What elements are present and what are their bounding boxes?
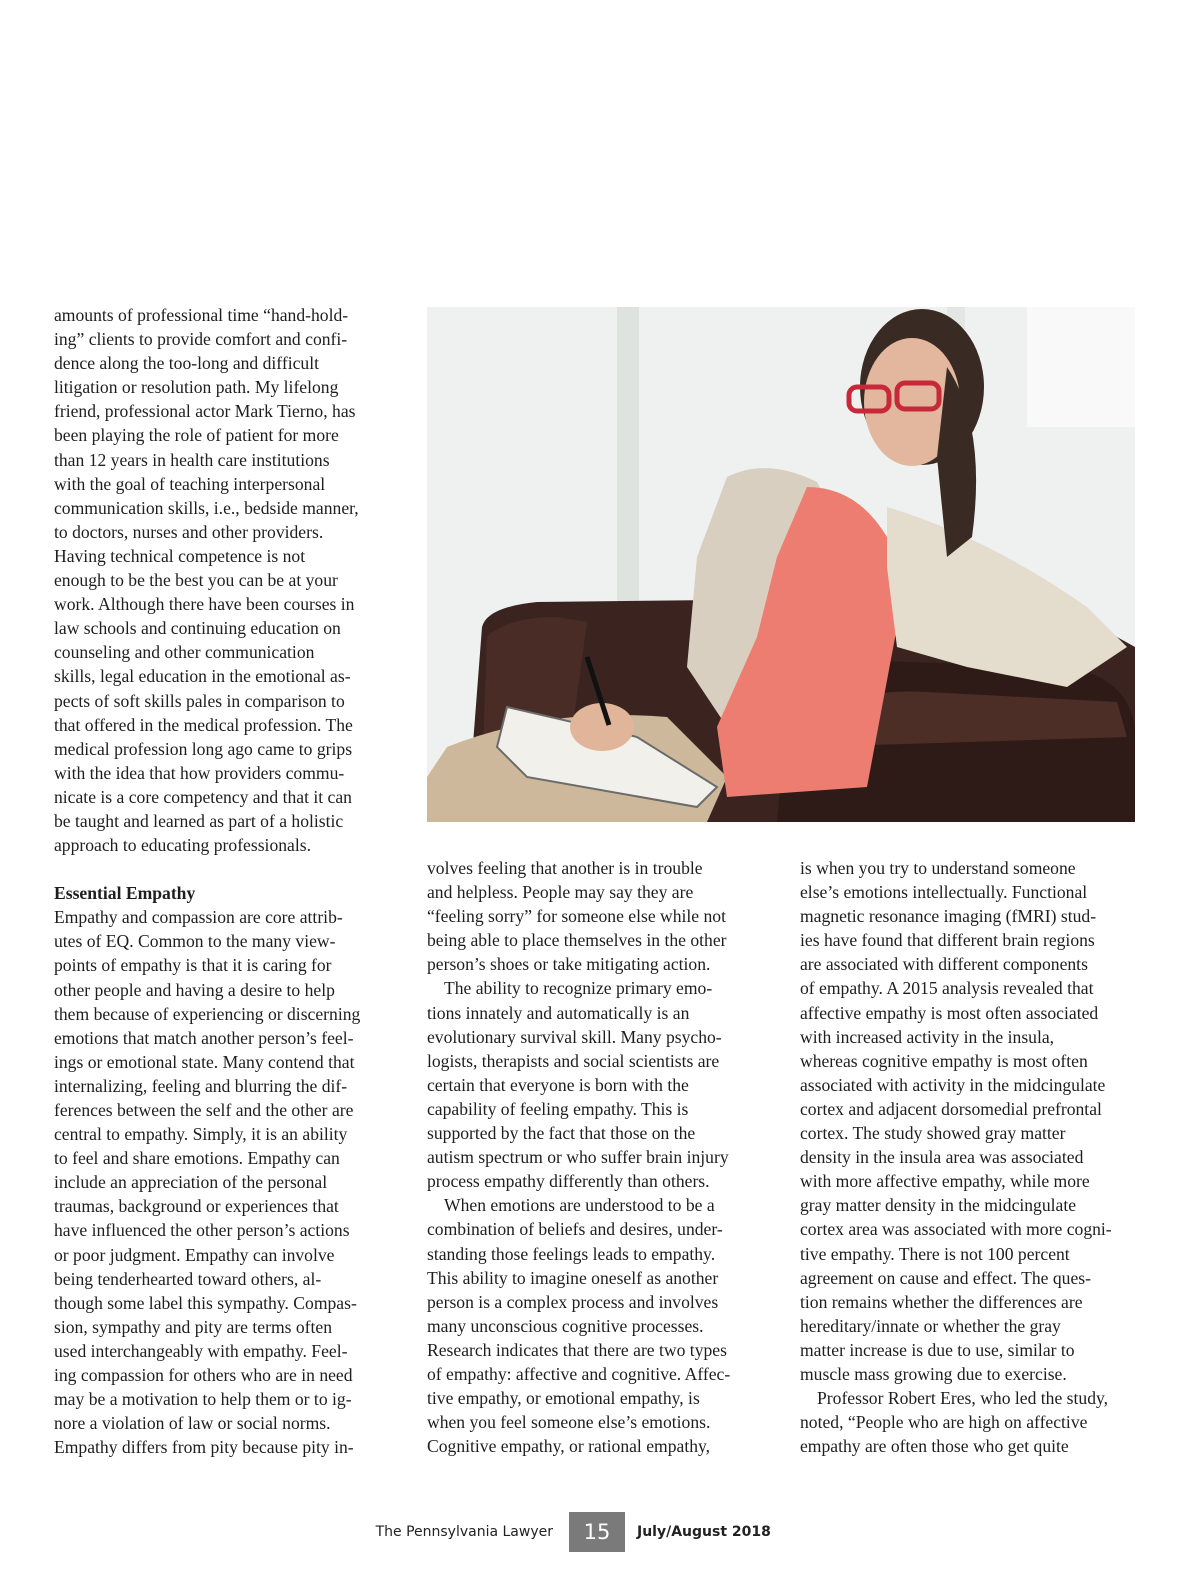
text-line: and helpless. People may say they are [427, 882, 694, 903]
text-line: internalizing, feeling and blurring the dif- [54, 1075, 348, 1096]
text-line: process empathy differently than others. [427, 1171, 710, 1192]
text-line: nicate is a core competency and that it can [54, 786, 352, 807]
text-line: to feel and share emotions. Empathy can [54, 1148, 340, 1169]
text-line: used interchangeably with empathy. Feel- [54, 1340, 348, 1361]
text-line: communication skills, i.e., bedside manner, [54, 497, 359, 518]
article-column-3 [800, 856, 1140, 1458]
text-line: that offered in the medical profession. The [54, 714, 353, 735]
text-line: emotions that match another person’s feel- [54, 1027, 354, 1048]
text-line: logists, therapists and social scientists are [427, 1050, 720, 1071]
text-line: central to empathy. Simply, it is an ability [54, 1124, 348, 1145]
page-footer [0, 1512, 1200, 1552]
text-line: Cognitive empathy, or rational empathy, [427, 1436, 711, 1457]
text-line: work. Although there have been courses in [54, 594, 355, 615]
text-line: ies have found that different brain regions [800, 930, 1095, 951]
text-line: tive empathy. There is not 100 percent [800, 1243, 1070, 1264]
text-line: supported by the fact that those on the [427, 1123, 696, 1144]
issue-date: July/August 2018 [637, 1524, 771, 1540]
text-line: noted, “People who are high on affective [800, 1412, 1088, 1433]
article-column-2 [427, 856, 767, 1458]
text-line: or poor judgment. Empathy can involve [54, 1244, 335, 1265]
article-photo [427, 307, 1135, 822]
text-line: other people and having a desire to help [54, 979, 335, 1000]
paragraph [427, 1193, 767, 1458]
text-line: medical profession long ago came to grips [54, 738, 353, 759]
text-line: “feeling sorry” for someone else while not [427, 906, 726, 927]
text-line: law schools and continuing education on [54, 618, 341, 639]
text-line: litigation or resolution path. My lifelong [54, 377, 339, 398]
text-line: when you feel someone else’s emotions. [427, 1412, 711, 1433]
text-line: combination of beliefs and desires, under- [427, 1219, 723, 1240]
text-line: may be a motivation to help them or to ig- [54, 1389, 352, 1410]
text-line: ferences between the self and the other are [54, 1100, 354, 1120]
paragraph [800, 856, 1140, 1386]
text-line: tions innately and automatically is an [427, 1002, 690, 1023]
text-line: been playing the role of patient for more [54, 425, 339, 446]
text-line: than 12 years in health care institutions [54, 449, 330, 470]
text-line: muscle mass growing due to exercise. [800, 1363, 1067, 1384]
photo-illustration [427, 307, 1135, 822]
text-line: agreement on cause and effect. The ques- [800, 1267, 1091, 1288]
text-line: cortex area was associated with more cogni- [800, 1219, 1112, 1240]
text-line: cortex and adjacent dorsomedial prefrontal [800, 1098, 1102, 1119]
text-line: person is a complex process and involves [427, 1291, 719, 1312]
text-line: affective empathy is most often associated [800, 1002, 1099, 1023]
text-line: else’s emotions intellectually. Functional [800, 882, 1088, 903]
text-line: volves feeling that another is in trouble [427, 858, 703, 878]
text-line: Empathy and compassion are core attrib- [54, 907, 343, 928]
text-line: ing” clients to provide comfort and confi- [54, 329, 348, 350]
paragraph [800, 1386, 1140, 1458]
text-line: person’s shoes or take mitigating action. [427, 954, 711, 975]
text-line: evolutionary survival skill. Many psycho- [427, 1026, 722, 1047]
text-line: tion remains whether the differences are [800, 1291, 1083, 1312]
text-line: associated with activity in the midcingulate [800, 1074, 1106, 1095]
text-line: with the idea that how providers commu- [54, 762, 345, 783]
text-line: skills, legal education in the emotional as- [54, 666, 351, 687]
text-line: ing compassion for others who are in need [54, 1365, 353, 1386]
text-line: Professor Robert Eres, who led the study, [817, 1388, 1109, 1409]
paragraph [427, 976, 767, 1193]
text-line: pects of soft skills pales in comparison to [54, 690, 345, 711]
text-line: empathy are often those who get quite [800, 1436, 1069, 1457]
text-line: capability of feeling empathy. This is [427, 1098, 689, 1119]
text-line: of empathy: affective and cognitive. Affec- [427, 1363, 731, 1384]
text-line: magnetic resonance imaging (fMRI) stud- [800, 906, 1097, 927]
text-line: This ability to imagine oneself as another [427, 1267, 719, 1288]
text-line: approach to educating professionals. [54, 835, 311, 856]
paragraph [54, 905, 394, 1459]
text-line: are associated with different components [800, 954, 1088, 975]
text-line: Having technical competence is not [54, 545, 306, 566]
text-line: to doctors, nurses and other providers. [54, 521, 324, 542]
text-line: being tenderhearted toward others, al- [54, 1268, 322, 1289]
text-line: with more affective empathy, while more [800, 1171, 1090, 1192]
text-line: enough to be the best you can be at your [54, 570, 338, 591]
text-line: with increased activity in the insula, [800, 1026, 1055, 1047]
text-line: whereas cognitive empathy is most often [800, 1050, 1088, 1071]
paragraph [54, 303, 394, 857]
text-line: include an appreciation of the personal [54, 1172, 328, 1193]
text-line: gray matter density in the midcingulate [800, 1195, 1077, 1216]
text-line: matter increase is due to use, similar to [800, 1339, 1075, 1360]
text-line: dence along the too-long and difficult [54, 353, 319, 374]
text-line: being able to place themselves in the other [427, 930, 727, 951]
text-line: friend, professional actor Mark Tierno, has [54, 401, 356, 422]
text-line: is when you try to understand someone [800, 858, 1076, 878]
article-column-1 [54, 303, 394, 1459]
text-line: amounts of professional time “hand-hold- [54, 305, 349, 325]
text-line: be taught and learned as part of a holistic [54, 810, 344, 831]
text-line: nore a violation of law or social norms. [54, 1413, 331, 1434]
text-line: cortex. The study showed gray matter [800, 1123, 1066, 1144]
text-line: Research indicates that there are two types [427, 1339, 727, 1360]
text-line: though some label this sympathy. Compas- [54, 1292, 357, 1313]
text-line: density in the insula area was associated [800, 1147, 1084, 1168]
text-line: hereditary/innate or whether the gray [800, 1315, 1061, 1336]
text-line: The ability to recognize primary emo- [444, 978, 713, 999]
text-line: many unconscious cognitive processes. [427, 1315, 704, 1336]
text-line: ings or emotional state. Many contend that [54, 1051, 355, 1072]
text-line: points of empathy is that it is caring for [54, 955, 332, 976]
text-line: them because of experiencing or discerning [54, 1003, 361, 1024]
section-heading: Essential Empathy [54, 883, 196, 904]
text-line: of empathy. A 2015 analysis revealed that [800, 978, 1094, 999]
text-line: sion, sympathy and pity are terms often [54, 1316, 333, 1337]
text-line: traumas, background or experiences that [54, 1196, 339, 1217]
paragraph [427, 856, 767, 976]
text-line: standing those feelings leads to empathy. [427, 1243, 716, 1264]
text-line: autism spectrum or who suffer brain injury [427, 1147, 729, 1168]
page-number [569, 1512, 625, 1552]
text-line: with the goal of teaching interpersonal [54, 473, 326, 494]
text-line: When emotions are understood to be a [444, 1195, 715, 1216]
text-line: counseling and other communication [54, 642, 315, 663]
text-line: certain that everyone is born with the [427, 1074, 689, 1095]
text-line: Empathy differs from pity because pity in- [54, 1437, 354, 1458]
publication-name: The Pennsylvania Lawyer [375, 1524, 553, 1540]
text-line: utes of EQ. Common to the many view- [54, 931, 336, 952]
text-line: tive empathy, or emotional empathy, is [427, 1388, 700, 1409]
text-line: have influenced the other person’s actions [54, 1220, 350, 1241]
page-number-text: 15 [583, 1520, 611, 1544]
